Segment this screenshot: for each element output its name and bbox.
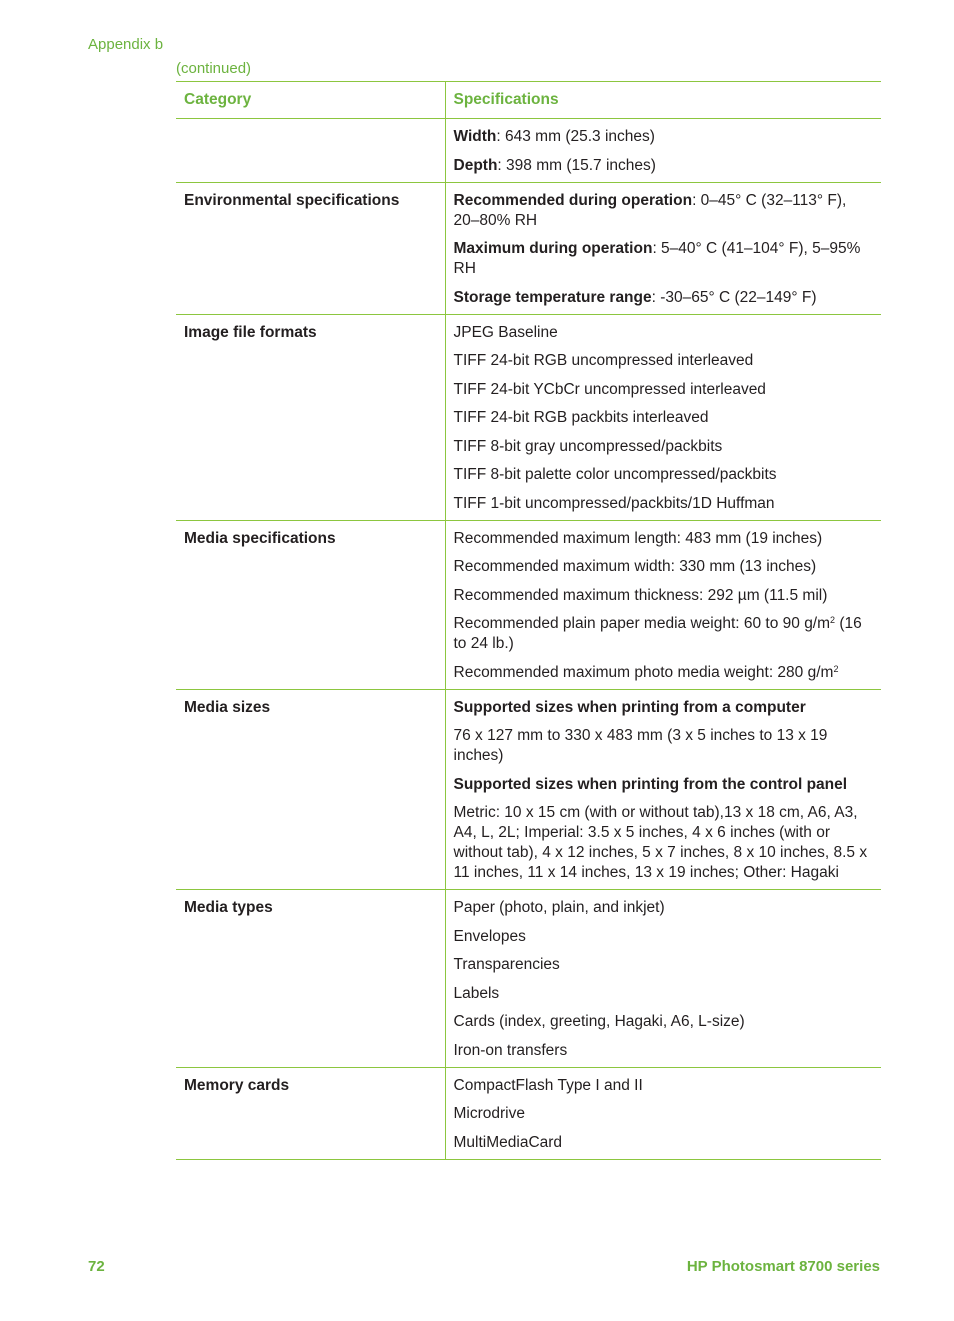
spec-label: Width bbox=[453, 128, 497, 145]
table-row bbox=[176, 182, 881, 314]
spec-item bbox=[454, 1041, 874, 1061]
spec-item bbox=[454, 239, 874, 279]
specifications-cell bbox=[445, 520, 881, 689]
spec-item bbox=[454, 288, 874, 308]
table-body bbox=[176, 119, 881, 1160]
spec-item bbox=[454, 494, 874, 514]
spec-item bbox=[454, 614, 874, 654]
table-row bbox=[176, 520, 881, 689]
spec-item bbox=[454, 1133, 874, 1153]
spec-value: Envelopes bbox=[453, 927, 526, 945]
category-cell: Environmental specifications bbox=[184, 191, 400, 209]
spec-value: TIFF 8-bit gray uncompressed/packbits bbox=[453, 437, 723, 455]
spec-item bbox=[454, 726, 874, 766]
column-header-category: Category bbox=[184, 91, 252, 108]
spec-label: Recommended during operation bbox=[453, 191, 693, 209]
specifications-cell bbox=[445, 119, 881, 183]
spec-item bbox=[454, 437, 874, 457]
spec-item bbox=[454, 927, 874, 947]
spec-value: Iron-on transfers bbox=[453, 1041, 568, 1059]
specifications-cell bbox=[445, 182, 881, 314]
spec-value: TIFF 24-bit RGB uncompressed interleaved bbox=[453, 352, 754, 369]
category-cell: Memory cards bbox=[184, 1076, 290, 1094]
spec-value: Recommended maximum length: 483 mm (19 inches) bbox=[453, 529, 823, 547]
specifications-cell bbox=[445, 314, 881, 520]
continued-label: (continued) bbox=[176, 60, 252, 77]
specifications-cell bbox=[445, 890, 881, 1068]
spec-item bbox=[454, 380, 874, 400]
spec-label: Storage temperature range bbox=[453, 288, 652, 306]
spec-value: TIFF 24-bit RGB packbits interleaved bbox=[453, 409, 709, 426]
spec-value: : 5–40° C (41–104° F), 5–95% RH bbox=[453, 240, 861, 277]
category-cell: Image file formats bbox=[184, 323, 317, 341]
spec-item bbox=[454, 557, 874, 577]
appendix-label: Appendix b bbox=[88, 36, 164, 53]
superscript: 2 bbox=[830, 615, 836, 625]
category-cell bbox=[176, 119, 445, 183]
spec-value: : -30–65° C (22–149° F) bbox=[651, 288, 817, 306]
spec-item bbox=[454, 803, 874, 883]
spec-item bbox=[454, 1076, 874, 1096]
spec-value: JPEG Baseline bbox=[453, 323, 558, 341]
specifications-cell bbox=[445, 689, 881, 890]
page-number: 72 bbox=[88, 1258, 105, 1275]
table-header-row bbox=[176, 82, 881, 119]
spec-value: : 398 mm (15.7 inches) bbox=[497, 156, 656, 174]
spec-label: Supported sizes when printing from a computer bbox=[453, 698, 806, 716]
table-row bbox=[176, 890, 881, 1068]
spec-item bbox=[454, 127, 874, 147]
spec-value: Labels bbox=[453, 984, 500, 1002]
spec-value: MultiMediaCard bbox=[453, 1133, 563, 1151]
spec-table bbox=[176, 81, 881, 1160]
spec-label: Maximum during operation bbox=[453, 240, 653, 257]
spec-label: Depth bbox=[453, 156, 498, 174]
spec-value: TIFF 8-bit palette color uncompressed/packbits bbox=[453, 466, 777, 483]
spec-item bbox=[454, 191, 874, 231]
category-cell: Media types bbox=[184, 899, 273, 916]
column-header-specifications: Specifications bbox=[445, 82, 881, 119]
spec-value: TIFF 24-bit YCbCr uncompressed interleaved bbox=[453, 380, 766, 398]
table-row bbox=[176, 119, 881, 183]
spec-value: TIFF 1-bit uncompressed/packbits/1D Huffman bbox=[453, 494, 775, 512]
product-name: HP Photosmart 8700 series bbox=[686, 1258, 880, 1275]
spec-value-continued: (16 to 24 lb.) bbox=[453, 615, 862, 652]
spec-item bbox=[454, 698, 874, 718]
spec-value: : 643 mm (25.3 inches) bbox=[496, 128, 655, 145]
specifications-cell bbox=[445, 1067, 881, 1159]
spec-item bbox=[454, 351, 874, 371]
spec-value: 76 x 127 mm to 330 x 483 mm (3 x 5 inches to 13 x 19 inches) bbox=[453, 727, 828, 764]
category-cell: Media sizes bbox=[184, 698, 271, 716]
spec-value: CompactFlash Type I and II bbox=[453, 1076, 643, 1094]
spec-label: Supported sizes when printing from the control panel bbox=[453, 775, 848, 793]
spec-item bbox=[454, 586, 874, 606]
spec-item bbox=[454, 663, 874, 683]
spec-item bbox=[454, 1012, 874, 1032]
spec-item bbox=[454, 984, 874, 1004]
spec-value: Paper (photo, plain, and inkjet) bbox=[453, 899, 665, 916]
spec-item bbox=[454, 955, 874, 975]
table-row bbox=[176, 689, 881, 890]
table-row bbox=[176, 314, 881, 520]
spec-item bbox=[454, 408, 874, 428]
spec-value: Metric: 10 x 15 cm (with or without tab),13 x 18 cm, A6, A3, A4, L, 2L; Imperial: 3.5 x 5 inches, 4 x 6 inches (with or without tab), 4 x 12 inches, 5 x 7 inches, 8 x 10 inches, 8.5 x 11 inches, 11 x 14 inches, 13 x 19 inches; Other: Hagaki bbox=[453, 804, 868, 881]
category-cell: Media specifications bbox=[184, 529, 336, 547]
spec-item bbox=[454, 323, 874, 343]
spec-value: Microdrive bbox=[453, 1105, 525, 1122]
superscript: 2 bbox=[833, 663, 839, 674]
table-row bbox=[176, 1067, 881, 1159]
spec-value: Cards (index, greeting, Hagaki, A6, L-size) bbox=[453, 1013, 745, 1030]
spec-value: Transparencies bbox=[453, 956, 560, 973]
spec-item bbox=[454, 465, 874, 485]
spec-item bbox=[454, 529, 874, 549]
spec-value: Recommended plain paper media weight: 60 to 90 g/m bbox=[453, 615, 831, 632]
spec-item bbox=[454, 156, 874, 176]
spec-value: : 0–45° C (32–113° F), 20–80% RH bbox=[453, 191, 847, 229]
spec-item bbox=[454, 1104, 874, 1124]
spec-value: Recommended maximum photo media weight: 280 g/m bbox=[453, 663, 834, 681]
spec-item bbox=[454, 775, 874, 795]
spec-value: Recommended maximum thickness: 292 µm (11.5 mil) bbox=[453, 586, 828, 604]
spec-item bbox=[454, 898, 874, 918]
spec-value: Recommended maximum width: 330 mm (13 inches) bbox=[453, 558, 817, 575]
